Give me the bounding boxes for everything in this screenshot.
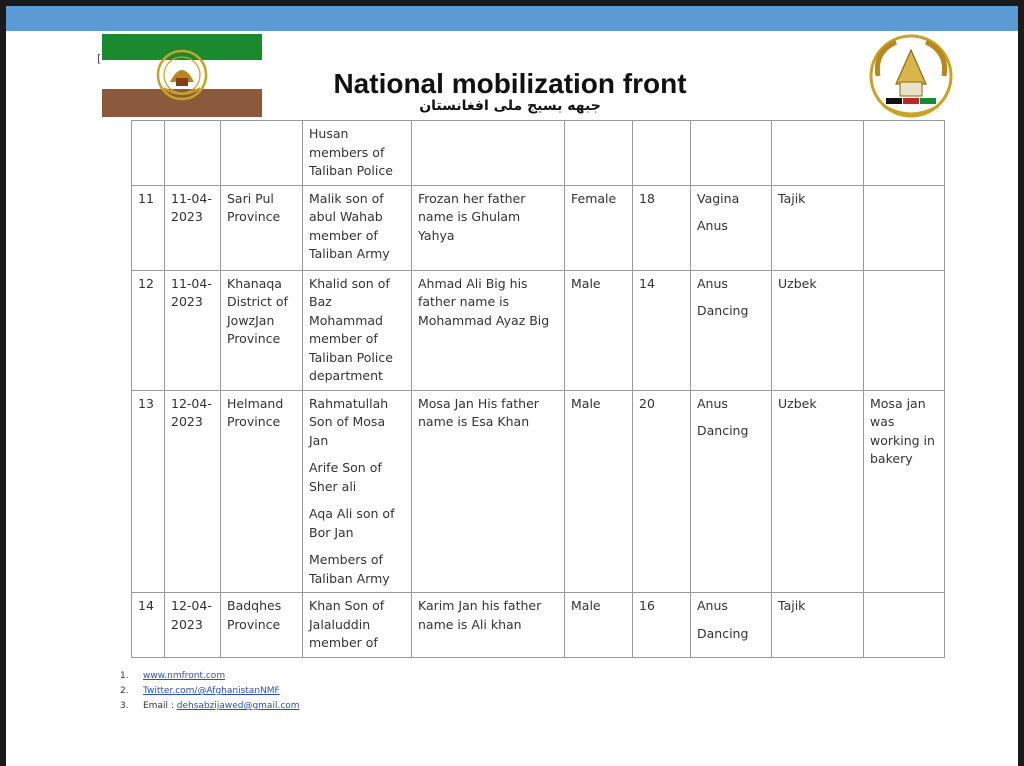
table-row bbox=[132, 593, 945, 658]
cell-perpetrator: Khalid son of Baz Mohammad member of Taliban Police department bbox=[303, 270, 412, 390]
footer-item-prefix: Email : bbox=[143, 701, 177, 711]
twitter-link[interactable]: Twitter.com/@AfghanistanNMF bbox=[143, 686, 280, 696]
cell-age: 20 bbox=[633, 390, 691, 593]
table-row bbox=[132, 390, 945, 593]
footer-item-number: 2. bbox=[120, 686, 129, 696]
email-link[interactable]: dehsabzijawed@gmail.com bbox=[176, 701, 300, 711]
cell-location: Helmand Province bbox=[221, 390, 303, 593]
cell-ethnicity: Tajik bbox=[772, 593, 864, 658]
cell-perpetrator: Khan Son of Jalaluddin member of bbox=[303, 593, 412, 658]
table-row bbox=[132, 270, 945, 390]
window-frame-left bbox=[0, 0, 6, 766]
cell-perpetrator: Husan members of Taliban Police bbox=[303, 121, 412, 186]
cell-date: 11-04-2023 bbox=[165, 270, 221, 390]
cell-notes bbox=[864, 270, 945, 390]
footer-item-number: 1. bbox=[120, 671, 129, 681]
cell-ethnicity: Uzbek bbox=[772, 390, 864, 593]
cell-gender: Female bbox=[565, 185, 633, 270]
cell-victim: Frozan her father name is Ghulam Yahya bbox=[412, 185, 565, 270]
nmf-flag-icon bbox=[102, 34, 262, 117]
cell-no: 12 bbox=[132, 270, 165, 390]
afghanistan-emblem-icon bbox=[866, 32, 956, 120]
cell-date: 12-04-2023 bbox=[165, 593, 221, 658]
cell-victim: Ahmad Ali Big his father name is Mohammad Ayaz Big bbox=[412, 270, 565, 390]
cell-type: Vagina Anus bbox=[691, 185, 772, 270]
cell-type: Anus Dancing bbox=[691, 390, 772, 593]
cell-type: Anus Dancing bbox=[691, 270, 772, 390]
flag-emblem-icon bbox=[154, 48, 210, 102]
cell-gender: Male bbox=[565, 390, 633, 593]
cell-gender: Male bbox=[565, 593, 633, 658]
records-table bbox=[131, 120, 945, 658]
cell-perpetrator: Malik son of abul Wahab member of Taliban Army bbox=[303, 185, 412, 270]
footer-item-number: 3. bbox=[120, 701, 129, 711]
cell-perpetrator: Rahmatullah Son of Mosa Jan Arife Son of Sher ali Aqa Ali son of Bor Jan Members of Taliban Army bbox=[303, 390, 412, 593]
cell-date: 12-04-2023 bbox=[165, 390, 221, 593]
page-title: National mobilization front bbox=[333, 68, 687, 99]
footer-links bbox=[120, 669, 300, 714]
website-link[interactable]: www.nmfront.com bbox=[143, 671, 226, 681]
cell-age: 16 bbox=[633, 593, 691, 658]
cell-no: 11 bbox=[132, 185, 165, 270]
cell-age: 18 bbox=[633, 185, 691, 270]
cell-date: 11-04-2023 bbox=[165, 185, 221, 270]
cell-notes bbox=[864, 593, 945, 658]
cell-type: Anus Dancing bbox=[691, 593, 772, 658]
footer-item bbox=[120, 684, 300, 699]
cell-ethnicity: Tajik bbox=[772, 185, 864, 270]
cell-age: 14 bbox=[633, 270, 691, 390]
cell-notes: Mosa jan was working in bakery bbox=[864, 390, 945, 593]
cell-location: Badqhes Province bbox=[221, 593, 303, 658]
cell-location: Sari Pul Province bbox=[221, 185, 303, 270]
footer-item bbox=[120, 699, 300, 714]
bracket-mark: [ bbox=[97, 52, 102, 65]
cell-gender: Male bbox=[565, 270, 633, 390]
cell-ethnicity: Uzbek bbox=[772, 270, 864, 390]
window-frame-right bbox=[1018, 0, 1024, 766]
cell-victim: Karim Jan his father name is Ali khan bbox=[412, 593, 565, 658]
page-subtitle: جبهه بسیج ملی افغانستان bbox=[419, 98, 601, 114]
document-header-bar bbox=[6, 6, 1018, 31]
footer-item bbox=[120, 669, 300, 684]
cell-no: 14 bbox=[132, 593, 165, 658]
cell-no: 13 bbox=[132, 390, 165, 593]
table-row bbox=[132, 185, 945, 270]
cell-notes bbox=[864, 185, 945, 270]
cell-victim: Mosa Jan His father name is Esa Khan bbox=[412, 390, 565, 593]
table-row-continued bbox=[132, 121, 945, 186]
cell-location: Khanaqa District of JowzJan Province bbox=[221, 270, 303, 390]
